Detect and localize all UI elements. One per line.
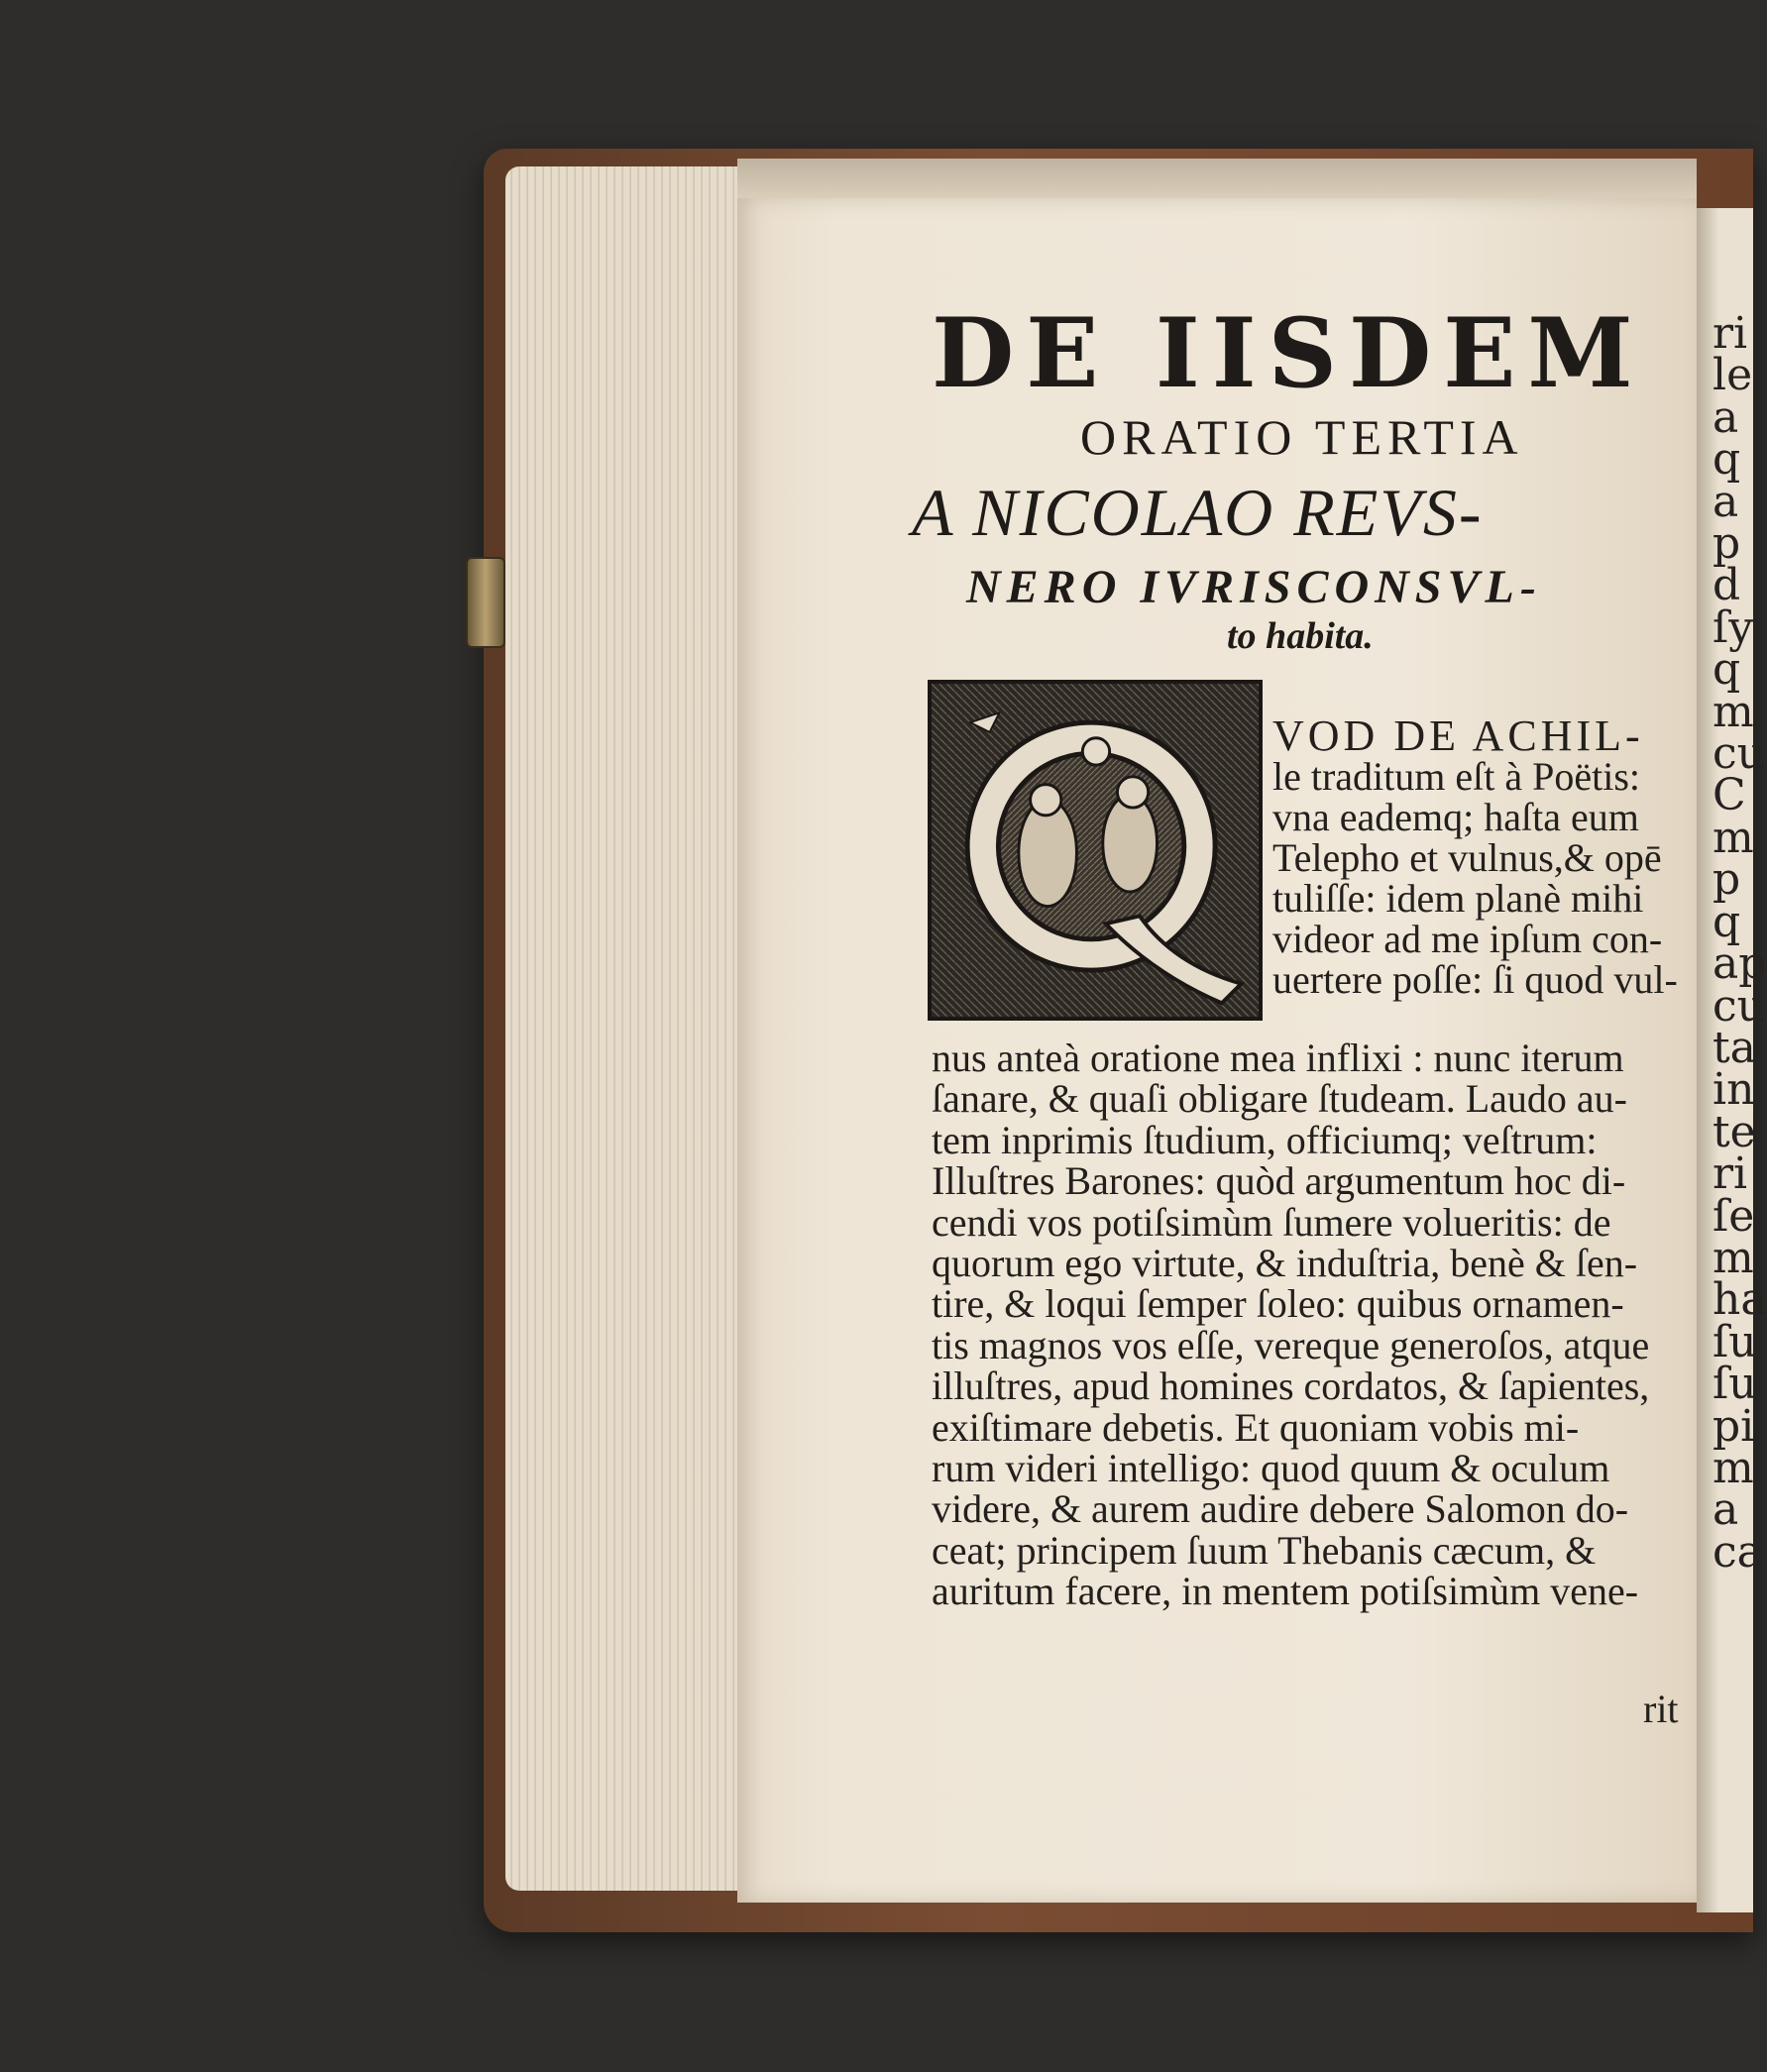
page-edges bbox=[505, 166, 763, 1891]
right-page-edge bbox=[1697, 208, 1767, 1912]
fragment-line: d bbox=[1712, 560, 1741, 611]
text-line: tis magnos vos eſſe, vereque generoſos, atque bbox=[932, 1322, 1650, 1367]
fragment-line: ſy bbox=[1712, 601, 1754, 653]
fragment-line: ſe bbox=[1712, 1190, 1755, 1242]
body-text-block bbox=[932, 1037, 1649, 1612]
fragment-line: C bbox=[1712, 770, 1746, 821]
text-line: le traditum eſt à Poëtis: bbox=[1272, 754, 1641, 799]
fragment-line: q bbox=[1712, 896, 1741, 947]
subtitle-author: A NICOLAO REVS- bbox=[912, 475, 1484, 550]
fragment-line: pi bbox=[1712, 1400, 1755, 1452]
text-line: videor ad me ipſum con- bbox=[1272, 917, 1663, 961]
fragment-line: in bbox=[1712, 1064, 1755, 1116]
fragment-line: m bbox=[1712, 812, 1754, 863]
fragment-line: le bbox=[1712, 350, 1753, 401]
text-line: tuliſſe: idem planè mihi bbox=[1272, 876, 1644, 921]
fragment-line: m bbox=[1712, 1232, 1754, 1283]
fragment-line: p bbox=[1712, 518, 1741, 570]
fragment-line: ap bbox=[1712, 938, 1767, 990]
text-line: uertere poſſe: ſi quod vul- bbox=[1272, 957, 1678, 1002]
text-line: exiſtimare debetis. Et quoniam vobis mi- bbox=[932, 1404, 1580, 1450]
fragment-line: m bbox=[1712, 686, 1754, 737]
text-line: ſanare, & quaſi obligare ſtudeam. Laudo au- bbox=[932, 1076, 1627, 1122]
text-line: Telepho et vulnus,& opē bbox=[1272, 835, 1662, 880]
page-title: DE IISDEM bbox=[932, 297, 1645, 409]
fragment-line: p bbox=[1712, 854, 1741, 906]
text-line: illuſtres, apud homines cordatos, & ſapientes, bbox=[932, 1363, 1650, 1409]
right-page-fragments bbox=[1697, 208, 1767, 1578]
fragment-line: cu bbox=[1712, 980, 1765, 1032]
text-line: tem inprimis ſtudium, officiumq; veſtrum: bbox=[932, 1117, 1598, 1162]
text-line: vna eademq; haſta eum bbox=[1272, 795, 1639, 839]
woodcut-initial-q bbox=[928, 680, 1263, 1021]
page-top-edge bbox=[737, 159, 1697, 202]
fragment-line: a bbox=[1712, 476, 1739, 527]
subtitle-author-cont: NERO IVRISCONSVL- bbox=[966, 561, 1542, 613]
fragment-line: a bbox=[1712, 1484, 1739, 1536]
text-line: videre, & aurem audire debere Salomon do- bbox=[932, 1486, 1629, 1532]
fragment-line: ca bbox=[1712, 1526, 1763, 1578]
subtitle-oratio: ORATIO TERTIA bbox=[1080, 409, 1524, 465]
fragment-line: ſu bbox=[1712, 1316, 1757, 1367]
text-line: auritum facere, in mentem potiſsimùm vene- bbox=[932, 1569, 1639, 1614]
text-line: nus anteà oratione mea inflixi : nunc iterum bbox=[932, 1036, 1624, 1080]
fragment-line: q bbox=[1712, 434, 1741, 486]
text-line: Illuſtres Barones: quòd argumentum hoc di- bbox=[932, 1158, 1626, 1204]
fragment-line: a bbox=[1712, 391, 1739, 443]
fragment-line: ta bbox=[1712, 1022, 1756, 1073]
fragment-line: ri bbox=[1712, 308, 1748, 359]
fragment-line: m bbox=[1712, 1442, 1754, 1493]
fragment-line: cu bbox=[1712, 728, 1765, 780]
fragment-line: q bbox=[1712, 644, 1741, 696]
subtitle-habita: to habita. bbox=[1227, 615, 1374, 657]
text-line: quorum ego virtute, & induſtria, benè & ſen- bbox=[932, 1241, 1638, 1286]
text-line: tire, & loqui ſemper ſoleo: quibus ornamen- bbox=[932, 1281, 1624, 1327]
fragment-line: ſu bbox=[1712, 1359, 1757, 1410]
text-line: rum videri intelligo: quod quum & oculum bbox=[932, 1446, 1610, 1491]
clasp bbox=[466, 557, 505, 648]
wrapped-text-block bbox=[1272, 711, 1678, 1002]
text-line: VOD DE ACHIL- bbox=[1272, 711, 1644, 760]
woodcut-illustration bbox=[932, 684, 1259, 1017]
catchword: rit bbox=[1643, 1687, 1679, 1731]
fragment-line: te bbox=[1712, 1106, 1756, 1157]
fragment-line: ri bbox=[1712, 1148, 1748, 1200]
fragment-line: ha bbox=[1712, 1274, 1767, 1326]
text-line: cendi vos potiſsimùm ſumere volueritis: de bbox=[932, 1199, 1611, 1245]
text-line: ceat; principem ſuum Thebanis cæcum, & bbox=[932, 1527, 1597, 1573]
